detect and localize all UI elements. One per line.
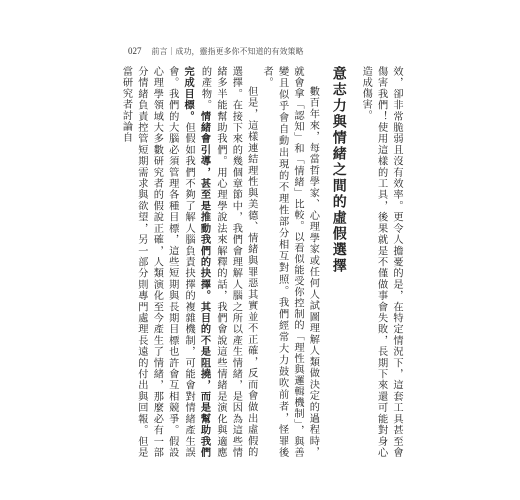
paragraph: 數百年來，每當哲學家、心理學家或任何人試圖理解人類做決定的過程時，就會拿「認知」和「情緒」比較。以看似能受你控制的「理性與邏輯機制」，與善變且似乎會自動出現的不理性部分相互對照。我們經常大力鼓吹前者，怪罪後者。 (261, 66, 319, 458)
vertical-text-body (118, 66, 404, 458)
running-title: 前言｜成功，靈指更多你不知道的有效策略 (151, 47, 304, 56)
paragraph-text: 但假如我們不夠了解人腦負責抉擇的複雜機制，可能會對情緒產生誤會。我們的大腦必須管理各種目標，這些短期與長期目標也許會互相競爭。假設心理學領域大多數研究者的假說正確，人類演化至今產生了情緒，那麼必有一部分情緒負責控管短期需求與欲望，另一部分則專門處理長遠的付出與回報。但是當研究者討論自 (120, 66, 195, 458)
emphasis-text: 情緒會引導，甚至是推動我們的抉擇。其目的不是阻撓，而是幫助我們完成目標。 (182, 66, 211, 458)
paragraph-text: 但是，這樣連結理性與美德、情緒與罪惡其實並不正確，反而會做出虛假的選擇。在接下來的幾個章節中，我們會理解人腦之所以產生情緒，是因為這些情緒多半能幫助我們。用心理學說法來解釋的話，我們會說這些情緒是演化與適應的產物。 (199, 66, 257, 458)
section-heading: 意志力與情緒之間的虛假選擇 (330, 66, 347, 274)
paragraph (118, 66, 259, 458)
running-header (128, 46, 304, 57)
paragraph-continued: 效，卻非常脆弱且沒有效率。更令人擔憂的是，在特定情況下，這套工具甚至會傷害我們！使用這樣的工具，後果就是不僅做事會失敗，長期下來還可能對身心造成傷害。 (360, 66, 402, 458)
page-number: 027 (128, 46, 142, 56)
